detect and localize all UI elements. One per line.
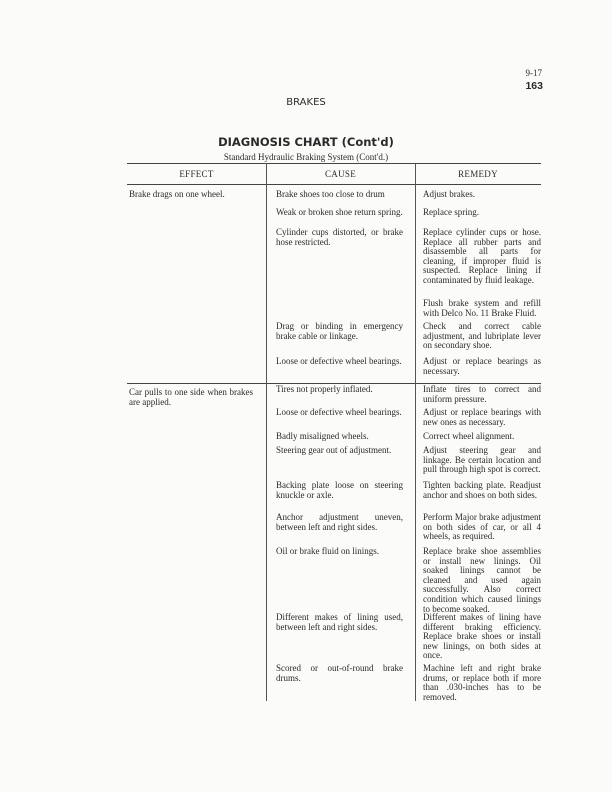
remedy-cell: Replace cylinder cups or hose. Replace all rubber parts and disassemble all parts for cleaning, if improper fluid is suspected. Replace lining if contaminated by fluid leakage. xyxy=(423,227,541,285)
cause-cell: Backing plate loose on steering knuckle or axle. xyxy=(276,480,403,500)
remedy-cell: Flush brake system and refill with Delco No. 11 Brake Fluid. xyxy=(423,298,541,318)
page-number: 163 xyxy=(525,80,543,92)
remedy-cell: Replace brake shoe assemblies or install new linings. Oil soaked linings cannot be cleaned and used again successfully. Also correct condition which caused linings to become soaked. xyxy=(423,546,541,614)
remedy-cell: Tighten backing plate. Readjust anchor and shoes on both sides. xyxy=(423,480,541,500)
cause-cell: Scored or out-of-round brake drums. xyxy=(276,663,403,683)
cause-cell: Cylinder cups distorted, or brake hose restricted. xyxy=(276,227,403,247)
cause-cell: Oil or brake fluid on linings. xyxy=(276,546,379,556)
chart-subtitle: Standard Hydraulic Braking System (Cont'd.) xyxy=(223,152,389,162)
header-remedy: REMEDY xyxy=(458,169,498,179)
remedy-cell: Different makes of lining have different braking efficiency. Replace brake shoes or install new linings, on both sides at once. xyxy=(423,612,541,661)
column-divider xyxy=(266,163,267,701)
remedy-cell: Correct wheel alignment. xyxy=(423,431,515,441)
cause-cell: Steering gear out of adjustment. xyxy=(276,445,392,455)
remedy-cell: Inflate tires to correct and uniform pressure. xyxy=(423,384,541,404)
cause-cell: Different makes of lining used, between left and right sides. xyxy=(276,612,403,632)
cause-cell: Drag or binding in emergency brake cable or linkage. xyxy=(276,321,403,341)
effect-cell: Car pulls to one side when brakes are applied. xyxy=(129,387,253,407)
remedy-cell: Perform Major brake adjustment on both sides of car, or all 4 wheels, as required. xyxy=(423,512,541,542)
remedy-cell: Check and correct cable adjustment, and lubriplate lever on secondary shoe. xyxy=(423,321,541,351)
remedy-cell: Machine left and right brake drums, or replace both if more than .030-inches has to be removed. xyxy=(423,663,541,702)
section-number: 9-17 xyxy=(525,68,542,78)
section-title: BRAKES xyxy=(286,97,326,108)
cause-cell: Loose or defective wheel bearings. xyxy=(276,356,402,366)
cause-cell: Tires not properly inflated. xyxy=(276,384,373,394)
remedy-cell: Adjust brakes. xyxy=(423,189,475,199)
remedy-cell: Adjust steering gear and linkage. Be certain location and pull through high spot is correct. xyxy=(423,445,541,475)
remedy-cell: Adjust or replace bearings as necessary. xyxy=(423,356,541,376)
cause-cell: Brake shoes too close to drum xyxy=(276,189,385,199)
remedy-cell: Adjust or replace bearings with new ones as necessary. xyxy=(423,407,541,427)
header-effect: EFFECT xyxy=(179,169,214,179)
table-top-rule xyxy=(127,163,541,164)
cause-cell: Anchor adjustment uneven, between left and right sides. xyxy=(276,512,403,532)
effect-cell: Brake drags on one wheel. xyxy=(129,189,225,199)
header-bottom-rule xyxy=(127,184,541,185)
chart-title: DIAGNOSIS CHART (Cont'd) xyxy=(218,135,394,149)
cause-cell: Badly misaligned wheels. xyxy=(276,431,369,441)
remedy-cell: Replace spring. xyxy=(423,207,479,217)
cause-cell: Loose or defective wheel bearings. xyxy=(276,407,402,417)
cause-cell: Weak or broken shoe return spring. xyxy=(276,207,403,217)
header-cause: CAUSE xyxy=(324,169,356,179)
